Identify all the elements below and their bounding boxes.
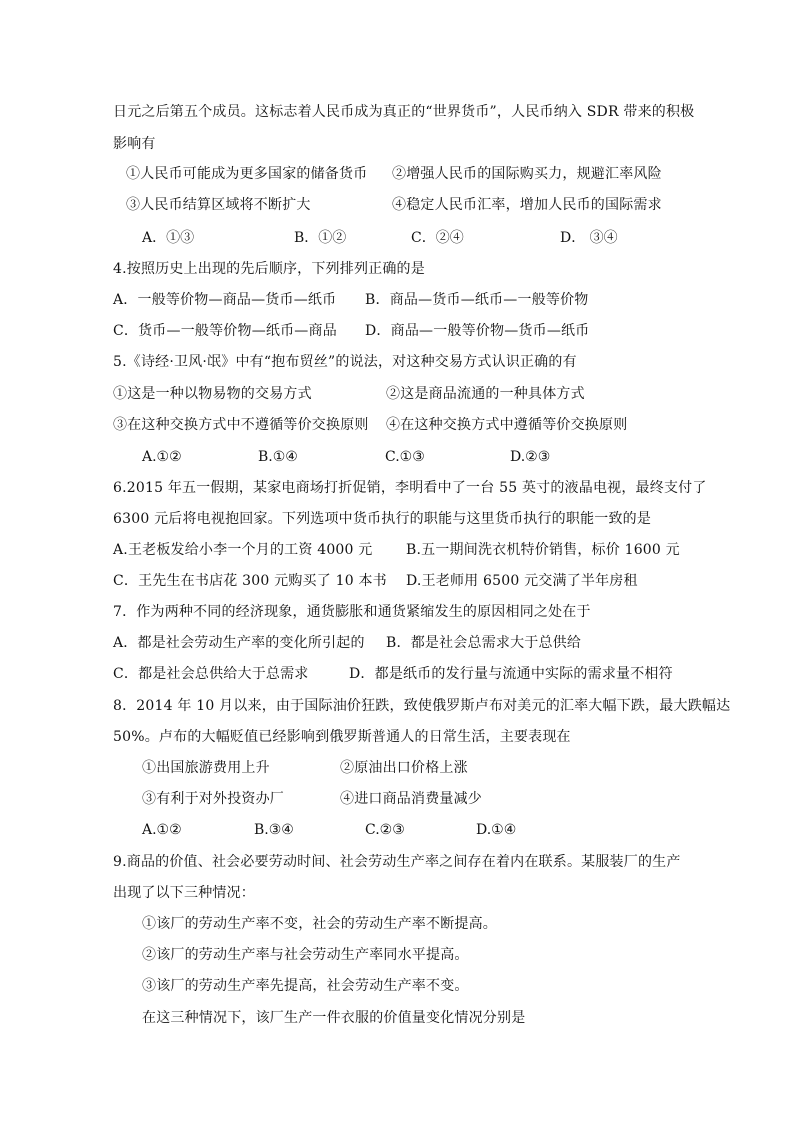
q8-statement-4: ④进口商品消费量减少 bbox=[340, 791, 482, 807]
q6-stem-line2: 6300 元后将电视抱回家。下列选项中货币执行的职能与这里货币执行的职能一致的是 bbox=[113, 511, 652, 527]
q3-option-d: D． ③④ bbox=[560, 230, 618, 246]
q5-option-a: A.①② bbox=[142, 449, 182, 465]
q8-option-c: C.②③ bbox=[365, 822, 405, 838]
q3-option-a: A．①③ bbox=[142, 230, 195, 246]
q8-statement-3: ③有利于对外投资办厂 bbox=[142, 791, 284, 807]
q3-statement-2: ②增强人民币的国际购买力，规避汇率风险 bbox=[392, 166, 662, 182]
q8-stem-line1: 8．2014 年 10 月以来，由于国际油价狂跌，致使俄罗斯卢布对美元的汇率大幅下跌，最大跌幅达 bbox=[113, 698, 731, 714]
q5-stem: 5.《诗经·卫风·氓》中有“抱布贸丝”的说法，对这种交易方式认识正确的有 bbox=[113, 354, 577, 370]
q8-option-d: D.①④ bbox=[476, 822, 517, 838]
q3-statement-1: ①人民币可能成为更多国家的储备货币 bbox=[126, 166, 368, 182]
q4-stem: 4.按照历史上出现的先后顺序，下列排列正确的是 bbox=[113, 261, 425, 277]
q4-option-a: A．一般等价物—商品—货币—纸币 bbox=[113, 292, 337, 308]
q6-stem-line1: 6.2015 年五一假期，某家电商场打折促销，李明看中了一台 55 英寸的液晶电视，最终支付了 bbox=[113, 480, 707, 496]
q5-statement-4: ④在这种交换方式中遵循等价交换原则 bbox=[386, 417, 628, 433]
q7-option-c: C．都是社会总供给大于总需求 bbox=[113, 666, 309, 682]
q7-option-b: B．都是社会总需求大于总供给 bbox=[386, 635, 582, 651]
q9-question: 在这三种情况下，该厂生产一件衣服的价值量变化情况分别是 bbox=[142, 1010, 526, 1026]
q9-stem-line2: 出现了以下三种情况： bbox=[113, 885, 255, 901]
q9-case-3: ③该厂的劳动生产率先提高，社会劳动生产率不变。 bbox=[142, 978, 469, 994]
q4-option-c: C．货币—一般等价物—纸币—商品 bbox=[113, 323, 337, 339]
q3-statement-4: ④稳定人民币汇率，增加人民币的国际需求 bbox=[392, 197, 662, 213]
q9-stem-line1: 9.商品的价值、社会必要劳动时间、社会劳动生产率之间存在着内在联系。某服装厂的生产 bbox=[113, 854, 681, 870]
q8-statement-2: ②原油出口价格上涨 bbox=[340, 760, 468, 776]
q8-statement-1: ①出国旅游费用上升 bbox=[142, 760, 270, 776]
q5-statement-3: ③在这种交换方式中不遵循等价交换原则 bbox=[113, 417, 369, 433]
q5-statement-2: ②这是商品流通的一种具体方式 bbox=[386, 386, 585, 402]
q6-option-d: D.王老师用 6500 元交满了半年房租 bbox=[406, 573, 638, 589]
q7-option-d: D．都是纸币的发行量与流通中实际的需求量不相符 bbox=[349, 666, 673, 682]
q5-statement-1: ①这是一种以物易物的交易方式 bbox=[113, 386, 312, 402]
q5-option-c: C.①③ bbox=[385, 449, 425, 465]
q8-stem-line2: 50%。卢布的大幅贬值已经影响到俄罗斯普通人的日常生活，主要表现在 bbox=[113, 729, 571, 745]
q7-stem: 7．作为两种不同的经济现象，通货膨胀和通货紧缩发生的原因相同之处在于 bbox=[113, 604, 591, 620]
q3-option-b: B．①② bbox=[294, 230, 347, 246]
q3-stem-line2: 影响有 bbox=[113, 136, 156, 152]
q8-option-b: B.③④ bbox=[254, 822, 294, 838]
q6-option-a: A.王老板发给小李一个月的工资 4000 元 bbox=[113, 542, 373, 558]
q9-case-1: ①该厂的劳动生产率不变，社会的劳动生产率不断提高。 bbox=[142, 916, 497, 932]
q7-option-a: A．都是社会劳动生产率的变化所引起的 bbox=[113, 635, 365, 651]
q4-option-d: D．商品—一般等价物—货币—纸币 bbox=[365, 323, 590, 339]
q4-option-b: B．商品—货币—纸币—一般等价物 bbox=[365, 292, 589, 308]
q6-option-c: C．王先生在书店花 300 元购买了 10 本书 bbox=[113, 573, 387, 589]
q6-option-b: B.五一期间洗衣机特价销售，标价 1600 元 bbox=[406, 542, 680, 558]
q5-option-d: D.②③ bbox=[510, 449, 551, 465]
q9-case-2: ②该厂的劳动生产率与社会劳动生产率同水平提高。 bbox=[142, 947, 469, 963]
q3-option-c: C．②④ bbox=[411, 230, 464, 246]
q3-stem-line1: 日元之后第五个成员。这标志着人民币成为真正的“世界货币”，人民币纳入 SDR 带来的积极 bbox=[113, 104, 695, 120]
q3-statement-3: ③人民币结算区域将不断扩大 bbox=[126, 197, 311, 213]
q5-option-b: B.①④ bbox=[258, 449, 298, 465]
q8-option-a: A.①② bbox=[142, 822, 182, 838]
